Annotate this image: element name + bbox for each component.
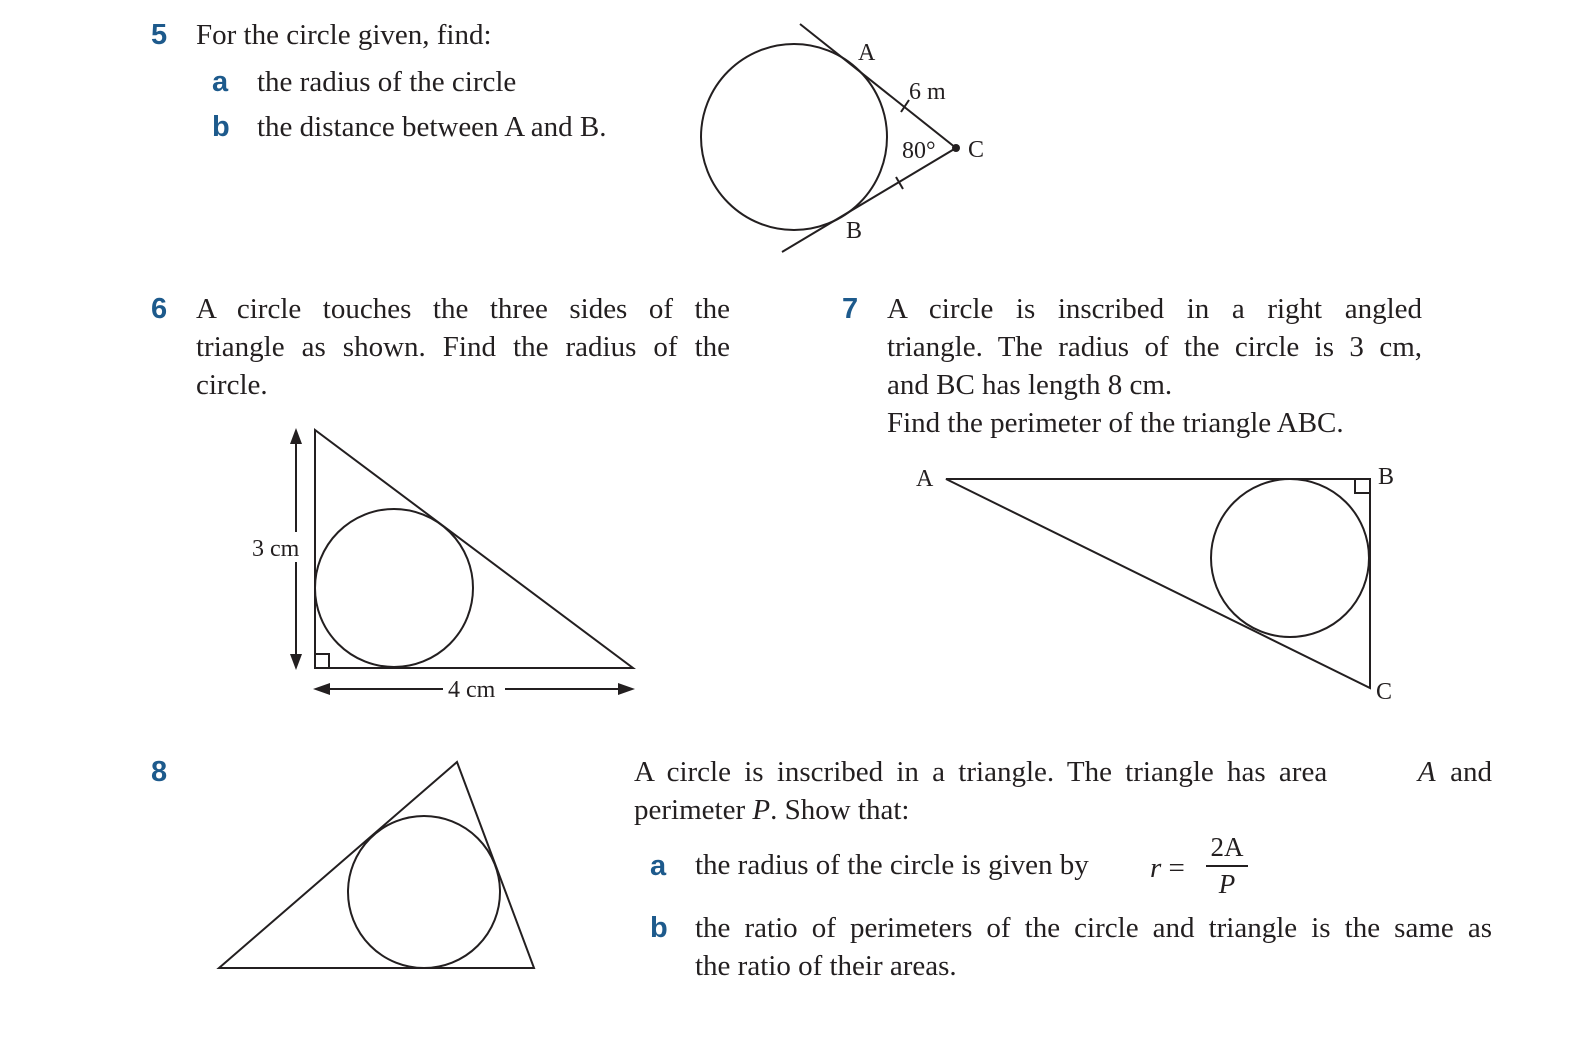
question-6-line-3: circle.	[196, 369, 268, 401]
question-8-formula-lhs	[1150, 849, 1185, 887]
q5-label-c: C	[968, 137, 985, 163]
q5-label-b: B	[846, 218, 863, 244]
formula-fraction-bar	[1206, 865, 1248, 867]
question-8-line-2-post: . Show that:	[770, 794, 910, 826]
formula-equals: =	[1168, 852, 1185, 884]
question-8-area-var: A	[1417, 756, 1436, 788]
question-7-line-3: and BC has length 8 cm.	[887, 369, 1173, 401]
question-8-and: and	[1450, 756, 1492, 788]
question-5-number: 5	[151, 19, 168, 51]
question-8-part-b-label: b	[650, 912, 668, 944]
question-6-number: 6	[151, 293, 168, 325]
question-5-part-b-label: b	[212, 111, 230, 143]
question-8-line-1-end	[1418, 753, 1492, 791]
question-8-perimeter-var: P	[752, 794, 771, 826]
question-8-part-b-line-1: the ratio of perimeters of the circle and triangle is the same as	[695, 912, 1492, 944]
q5-label-a: A	[858, 40, 876, 66]
q6-horizontal-label: 4 cm	[448, 677, 496, 703]
q5-length-label: 6 m	[909, 79, 946, 105]
q7-label-c: C	[1376, 679, 1393, 705]
question-5-stem: For the circle given, find:	[196, 19, 492, 51]
q7-label-b: B	[1378, 464, 1395, 490]
q5-angle-label: 80°	[902, 138, 936, 164]
question-8-line-2-pre: perimeter	[634, 794, 746, 826]
question-7-line-4: Find the perimeter of the triangle ABC.	[887, 407, 1344, 439]
formula-r: r	[1150, 852, 1162, 884]
question-5-part-a-text: the radius of the circle	[257, 66, 517, 98]
formula-numerator: 2A	[1210, 832, 1244, 862]
question-6-line-2: triangle as shown. Find the radius of the	[196, 331, 730, 363]
question-5-part-b-text: the distance between A and B.	[257, 111, 607, 143]
question-8-part-b-line-2: the ratio of their areas.	[695, 950, 957, 982]
question-7-number: 7	[842, 293, 859, 325]
question-8-line-1	[634, 753, 1492, 791]
q7-label-a: A	[916, 466, 934, 492]
question-5-part-a-label: a	[212, 66, 229, 98]
q6-vertical-label: 3 cm	[252, 536, 300, 562]
question-8-line-1-text: A circle is inscribed in a triangle. The triangle has area	[634, 756, 1328, 788]
formula-denominator: P	[1218, 869, 1236, 899]
question-7-line-2: triangle. The radius of the circle is 3 cm,	[887, 331, 1422, 363]
question-6-line-1: A circle touches the three sides of the	[196, 293, 730, 325]
question-8-line-2	[634, 791, 909, 829]
question-8-number: 8	[151, 756, 168, 788]
question-8-part-a-text: the radius of the circle is given by	[695, 849, 1089, 881]
q8-incircle	[348, 816, 500, 968]
question-8-part-a-label: a	[650, 850, 667, 882]
question-7-line-1: A circle is inscribed in a right angled	[887, 293, 1422, 325]
q8-triangle	[219, 762, 534, 968]
question-8-formula-fraction	[1206, 832, 1248, 900]
